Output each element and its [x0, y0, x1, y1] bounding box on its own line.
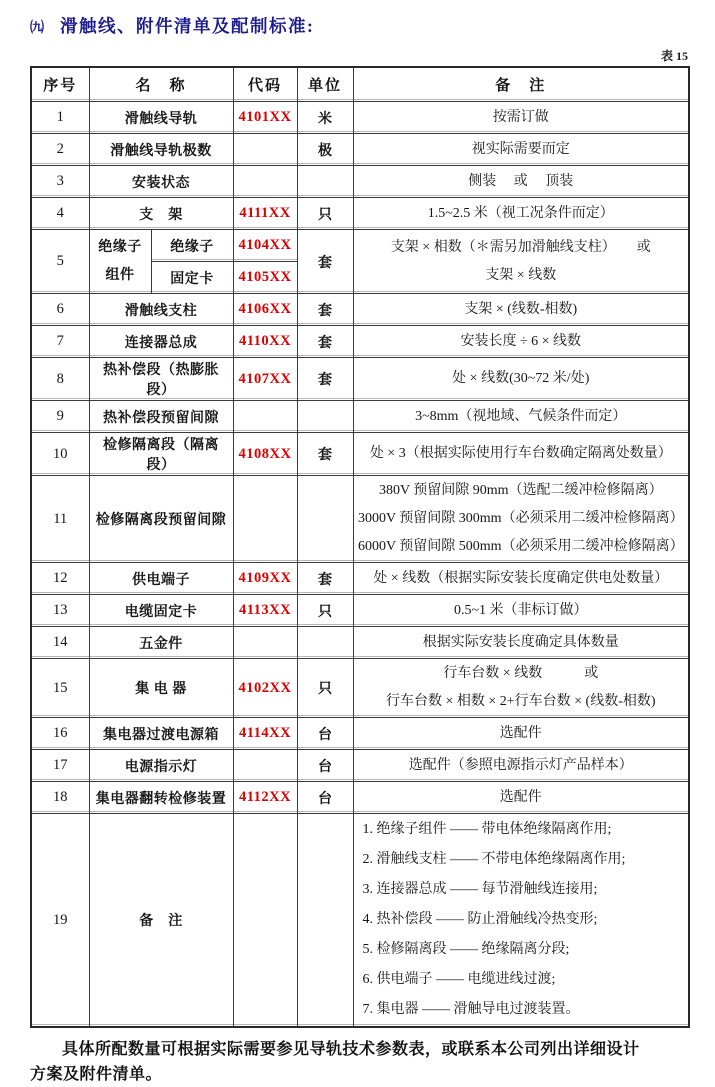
cell-seq: 10 [31, 433, 89, 476]
table-row [31, 102, 689, 134]
cell-name: 电缆固定卡 [89, 595, 233, 627]
table-row [31, 718, 689, 750]
remark-line: 6000V 预留间隙 500mm（必须采用二缓冲检修隔离） [357, 539, 684, 554]
cell-remark [353, 814, 689, 1028]
remark-line: 7. 集电器 —— 滑触导电过渡装置。 [362, 1002, 580, 1017]
cell-code: 4108XX [233, 433, 297, 476]
cell-seq: 15 [31, 659, 89, 718]
cell-name: 滑触线导轨极数 [89, 134, 233, 166]
remark-line: 侧装 或 顶装 [468, 173, 574, 189]
cell-seq: 13 [31, 595, 89, 627]
section-number: ㈨ [30, 21, 44, 36]
cell-code [233, 166, 297, 198]
name-line: 组件 [105, 267, 135, 283]
cell-seq: 11 [31, 476, 89, 563]
cell-remark [353, 782, 689, 814]
cell-remark [353, 595, 689, 627]
cell-name: 热补偿段（热膨胀段） [89, 358, 233, 401]
remark-line: 选配件 [499, 789, 542, 805]
cell-remark [353, 326, 689, 358]
cell-unit: 米 [297, 102, 353, 134]
remark-line: 3~8mm（视地域、气候条件而定） [415, 408, 627, 424]
cell-seq: 9 [31, 401, 89, 433]
remark-line: 选配件 [499, 725, 542, 741]
remark-line: 0.5~1 米（非标订做） [453, 602, 588, 618]
table-row [31, 563, 689, 595]
cell-name: 安装状态 [89, 166, 233, 198]
footer-line: 方案及附件清单。 [30, 1066, 163, 1083]
cell-code: 4113XX [233, 595, 297, 627]
remark-line: 1. 绝缘子组件 —— 带电体绝缘隔离作用; [362, 822, 612, 837]
footer-line: 具体所配数量可根据实际需要参见导轨技术参数表，或联系本公司列出详细设计 [62, 1041, 640, 1058]
cell-code: 4104XX [233, 230, 297, 262]
remark-line: 选配件（参照电源指示灯产品样本） [408, 757, 633, 773]
cell-unit: 台 [297, 782, 353, 814]
name-line: 绝缘子 [98, 239, 142, 255]
table-row [31, 750, 689, 782]
cell-name-group [89, 230, 151, 294]
remark-line: 3. 连接器总成 —— 每节滑触线连接用; [362, 882, 598, 897]
cell-remark [353, 659, 689, 718]
cell-unit: 套 [297, 294, 353, 326]
table-row [31, 294, 689, 326]
cell-remark [353, 476, 689, 563]
cell-seq: 2 [31, 134, 89, 166]
remark-line: 5. 检修隔离段 —— 绝缘隔离分段; [362, 942, 570, 957]
cell-code: 4112XX [233, 782, 297, 814]
cell-name: 电源指示灯 [89, 750, 233, 782]
column-header: 序号 [31, 67, 89, 102]
table-number-label: 表 15 [660, 49, 688, 63]
cell-unit: 套 [297, 358, 353, 401]
table-row [31, 230, 689, 262]
remark-line: 6. 供电端子 —— 电缆进线过渡; [362, 972, 556, 987]
cell-unit: 只 [297, 198, 353, 230]
cell-code [233, 814, 297, 1028]
cell-name: 滑触线支柱 [89, 294, 233, 326]
cell-remark [353, 750, 689, 782]
cell-remark [353, 718, 689, 750]
cell-name: 备 注 [89, 814, 233, 1028]
cell-code: 4106XX [233, 294, 297, 326]
cell-unit: 只 [297, 595, 353, 627]
cell-unit: 套 [297, 563, 353, 595]
cell-seq: 4 [31, 198, 89, 230]
remark-line: 支架 × 相数（＊需另加滑触线支柱） 或 [390, 239, 651, 255]
remark-line: 2. 滑触线支柱 —— 不带电体绝缘隔离作用; [362, 852, 626, 867]
cell-remark [353, 627, 689, 659]
cell-remark [353, 230, 689, 294]
remark-line: 处 × 线数（根据实际安装长度确定供电处数量） [373, 570, 669, 586]
cell-unit: 极 [297, 134, 353, 166]
cell-code: 4114XX [233, 718, 297, 750]
cell-remark [353, 358, 689, 401]
cell-seq: 16 [31, 718, 89, 750]
cell-code: 4110XX [233, 326, 297, 358]
cell-code [233, 401, 297, 433]
cell-code: 4102XX [233, 659, 297, 718]
table-row [31, 433, 689, 476]
cell-subname: 绝缘子 [151, 230, 233, 262]
page-title [30, 13, 715, 38]
column-header: 备 注 [353, 67, 689, 102]
cell-name: 供电端子 [89, 563, 233, 595]
cell-unit: 只 [297, 659, 353, 718]
table-row [31, 782, 689, 814]
cell-seq: 1 [31, 102, 89, 134]
table-row [31, 401, 689, 433]
remark-line: 视实际需要而定 [471, 141, 570, 157]
remark-line: 处 × 线数(30~72 米/处) [452, 371, 590, 386]
remark-line: 根据实际安装长度确定具体数量 [422, 634, 619, 650]
cell-unit: 套 [297, 433, 353, 476]
accessories-table [30, 66, 690, 1028]
remark-line: 按需订做 [492, 109, 549, 125]
cell-remark [353, 198, 689, 230]
cell-code: 4111XX [233, 198, 297, 230]
cell-name: 滑触线导轨 [89, 102, 233, 134]
remark-line: 安装长度 ÷ 6 × 线数 [460, 333, 582, 349]
cell-unit [297, 401, 353, 433]
cell-seq: 5 [31, 230, 89, 294]
cell-code [233, 476, 297, 563]
remark-line: 4. 热补偿段 —— 防止滑触线冷热变形; [362, 912, 598, 927]
remark-line: 行车台数 × 线数 或 [443, 666, 599, 681]
cell-code: 4109XX [233, 563, 297, 595]
remark-line: 支架 × 线数 [485, 267, 557, 283]
cell-seq: 6 [31, 294, 89, 326]
remark-line: 处 × 3（根据实际使用行车台数确定隔离处数量） [369, 446, 672, 461]
cell-name: 支 架 [89, 198, 233, 230]
header-row [31, 67, 689, 102]
cell-remark [353, 433, 689, 476]
remark-line: 380V 预留间隙 90mm（选配二缓冲检修隔离） [378, 483, 663, 498]
cell-code [233, 134, 297, 166]
remark-line: 1.5~2.5 米（视工况条件而定） [427, 205, 614, 221]
page-title-text: 滑触线、附件清单及配制标准: [60, 16, 315, 36]
cell-seq: 7 [31, 326, 89, 358]
cell-remark [353, 563, 689, 595]
table-row [31, 134, 689, 166]
remark-line: 3000V 预留间隙 300mm（必须采用二缓冲检修隔离） [357, 511, 684, 526]
cell-code: 4101XX [233, 102, 297, 134]
cell-code: 4107XX [233, 358, 297, 401]
cell-seq: 3 [31, 166, 89, 198]
column-header: 名 称 [89, 67, 233, 102]
cell-seq: 12 [31, 563, 89, 595]
cell-name: 检修隔离段预留间隙 [89, 476, 233, 563]
cell-subname: 固定卡 [151, 262, 233, 294]
cell-remark [353, 134, 689, 166]
column-header: 单位 [297, 67, 353, 102]
remark-line: 支架 × (线数-相数) [464, 301, 578, 317]
cell-code [233, 627, 297, 659]
cell-unit: 套 [297, 230, 353, 294]
cell-unit [297, 476, 353, 563]
table-row [31, 595, 689, 627]
cell-name: 集 电 器 [89, 659, 233, 718]
cell-name: 集电器翻转检修装置 [89, 782, 233, 814]
cell-remark [353, 401, 689, 433]
cell-name: 检修隔离段（隔离段） [89, 433, 233, 476]
cell-remark [353, 166, 689, 198]
cell-unit: 台 [297, 750, 353, 782]
table-row [31, 166, 689, 198]
cell-unit: 台 [297, 718, 353, 750]
table-row [31, 814, 689, 1028]
cell-seq: 8 [31, 358, 89, 401]
table-row [31, 358, 689, 401]
footer-note [30, 1037, 692, 1087]
table-row [31, 198, 689, 230]
cell-seq: 17 [31, 750, 89, 782]
cell-name: 集电器过渡电源箱 [89, 718, 233, 750]
table-row [31, 476, 689, 563]
cell-unit [297, 627, 353, 659]
cell-unit [297, 166, 353, 198]
cell-unit [297, 814, 353, 1028]
table-row [31, 659, 689, 718]
cell-code [233, 750, 297, 782]
cell-seq: 14 [31, 627, 89, 659]
cell-unit: 套 [297, 326, 353, 358]
table-row [31, 627, 689, 659]
cell-remark [353, 102, 689, 134]
cell-seq: 18 [31, 782, 89, 814]
table-row [31, 326, 689, 358]
remark-line: 行车台数 × 相数 × 2+行车台数 × (线数-相数) [385, 694, 656, 709]
cell-code: 4105XX [233, 262, 297, 294]
cell-name: 热补偿段预留间隙 [89, 401, 233, 433]
column-header: 代码 [233, 67, 297, 102]
cell-remark [353, 294, 689, 326]
cell-name: 五金件 [89, 627, 233, 659]
cell-name: 连接器总成 [89, 326, 233, 358]
cell-seq: 19 [31, 814, 89, 1028]
